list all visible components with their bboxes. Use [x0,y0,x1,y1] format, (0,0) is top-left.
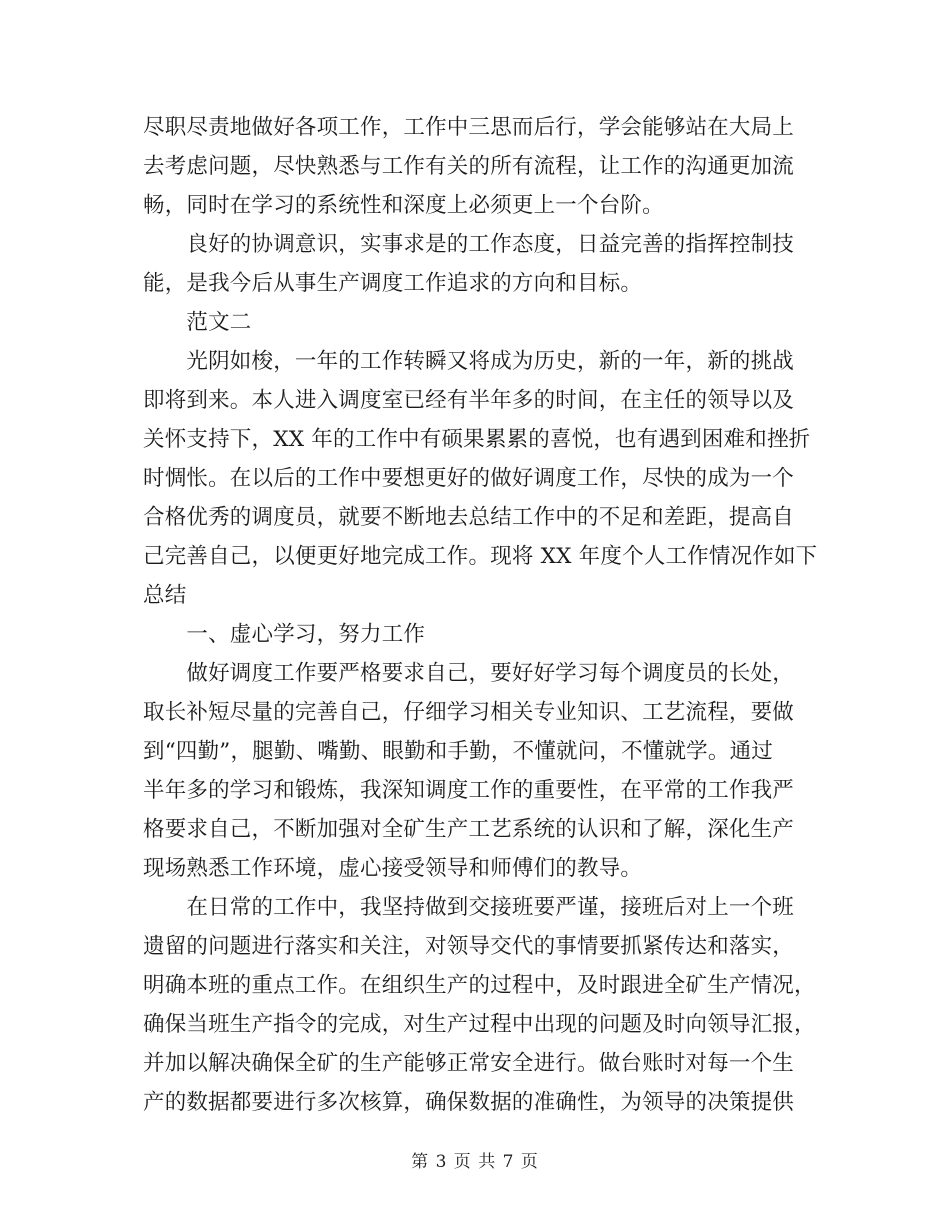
text-line: 即将到来。本人进入调度室已经有半年多的时间，在主任的领导以及 [143,388,795,413]
section-title: 范文二 [143,310,252,335]
text-line: 尽职尽责地做好各项工作，工作中三思而后行，学会能够站在大局上 [143,115,795,140]
text-line: 半年多的学习和锻炼，我深知调度工作的重要性，在平常的工作我严 [143,778,795,803]
text-line: 现场熟悉工作环境，虚心接受领导和师傅们的教导。 [143,856,643,881]
text-line: 光阴如梭，一年的工作转瞬又将成为历史，新的一年，新的挑战 [143,349,795,374]
text-line: 己完善自己，以便更好地完成工作。现将 XX 年度个人工作情况作如下 [143,544,818,569]
text-line: 去考虑问题，尽快熟悉与工作有关的所有流程，让工作的沟通更加流 [143,154,795,179]
text-line: 确保当班生产指令的完成，对生产过程中出现的问题及时向领导汇报， [143,1012,816,1037]
document-body [143,108,818,1122]
page-number-footer: 第 3 页 共 7 页 [411,1152,539,1172]
text-line: 时惆怅。在以后的工作中要想更好的做好调度工作，尽快的成为一个 [143,466,795,491]
text-line: 良好的协调意识，实事求是的工作态度，日益完善的指挥控制技 [143,232,795,257]
text-line: 遗留的问题进行落实和关注，对领导交代的事情要抓紧传达和落实， [143,934,795,959]
section-heading: 一、虚心学习，努力工作 [143,622,426,647]
text-line: 明确本班的重点工作。在组织生产的过程中，及时跟进全矿生产情况， [143,973,816,998]
text-line: 做好调度工作要严格要求自己，要好好学习每个调度员的长处， [143,661,795,686]
text-line: 关怀支持下，XX 年的工作中有硕果累累的喜悦，也有遇到困难和挫折 [143,427,811,452]
text-line: 总结 [143,583,187,608]
text-line: 能，是我今后从事生产调度工作追求的方向和目标。 [143,271,643,296]
text-line: 格要求自己，不断加强对全矿生产工艺系统的认识和了解，深化生产 [143,817,795,842]
text-line: 合格优秀的调度员，就要不断地去总结工作中的不足和差距，提高自 [143,505,795,530]
text-line: 畅，同时在学习的系统性和深度上必须更上一个台阶。 [143,193,664,218]
text-line: 取长补短尽量的完善自己，仔细学习相关专业知识、工艺流程，要做 [143,700,795,725]
text-line: 在日常的工作中，我坚持做到交接班要严谨，接班后对上一个班 [143,895,795,920]
text-line: 并加以解决确保全矿的生产能够正常安全进行。做台账时对每一个生 [143,1051,795,1076]
text-line: 到“四勤”，腿勤、嘴勤、眼勤和手勤，不懂就问，不懂就学。通过 [143,739,773,764]
text-line: 产的数据都要进行多次核算，确保数据的准确性，为领导的决策提供 [143,1090,795,1115]
